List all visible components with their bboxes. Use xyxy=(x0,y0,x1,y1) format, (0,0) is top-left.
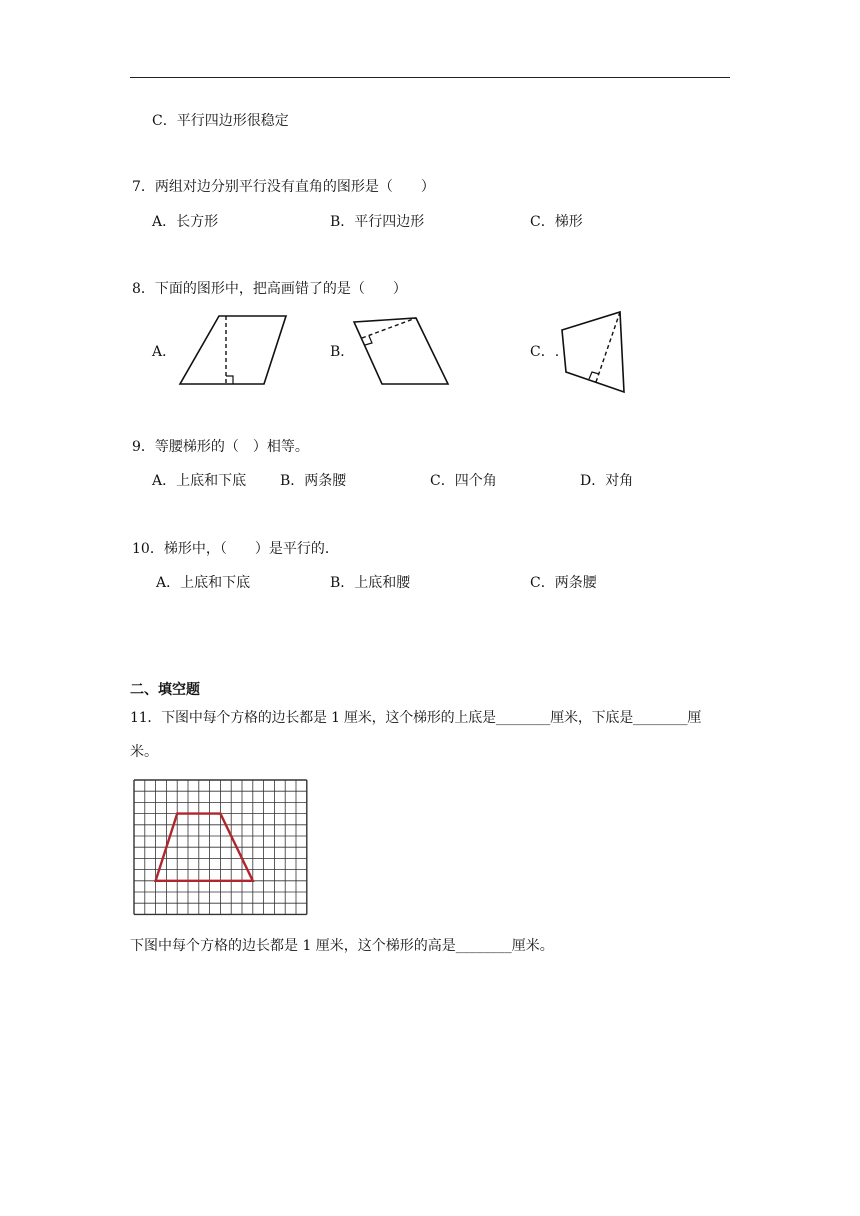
q11-line1: 11．下图中每个方格的边长都是 1 厘米，这个梯形的上底是________厘米，下底是________厘 xyxy=(130,710,702,726)
q10-option-b[interactable]: B．上底和腰 xyxy=(330,575,411,591)
q8-label-a[interactable]: A． xyxy=(152,344,177,360)
q8-figure-a xyxy=(176,312,306,390)
q7-option-b[interactable]: B．平行四边形 xyxy=(330,214,425,230)
q9-option-a[interactable]: A．上底和下底 xyxy=(152,473,247,489)
q8-figure-b xyxy=(348,312,458,390)
q11-line3: 下图中每个方格的边长都是 1 厘米，这个梯形的高是________厘米。 xyxy=(130,938,554,954)
q9-option-b[interactable]: B．两条腰 xyxy=(280,473,347,489)
q11-line2: 米。 xyxy=(130,744,158,760)
q11-grid-figure xyxy=(131,778,309,922)
q7-stem: 7．两组对边分别平行没有直角的图形是（ ） xyxy=(132,179,435,195)
q8-label-c[interactable]: C．. xyxy=(530,344,560,360)
q7-option-c[interactable]: C．梯形 xyxy=(530,214,583,230)
q10-stem: 10．梯形中，（ ）是平行的． xyxy=(132,541,339,557)
q9-option-d[interactable]: D．对角 xyxy=(580,473,634,489)
q10-option-c[interactable]: C．两条腰 xyxy=(530,575,597,591)
grid-svg xyxy=(131,778,309,918)
section-title: 二、填空题 xyxy=(130,682,200,698)
q10-option-a[interactable]: A．上底和下底 xyxy=(156,575,251,591)
q9-option-c[interactable]: C．四个角 xyxy=(430,473,497,489)
q8-figure-c xyxy=(556,306,638,396)
header-rule xyxy=(130,77,730,78)
q8-label-b[interactable]: B． xyxy=(330,344,355,360)
q6-option-c: C．平行四边形很稳定 xyxy=(152,113,289,129)
q8-stem: 8．下面的图形中，把高画错了的是（ ） xyxy=(132,281,407,297)
q7-option-a[interactable]: A．长方形 xyxy=(152,214,219,230)
q9-stem: 9．等腰梯形的（ ）相等。 xyxy=(132,439,309,455)
